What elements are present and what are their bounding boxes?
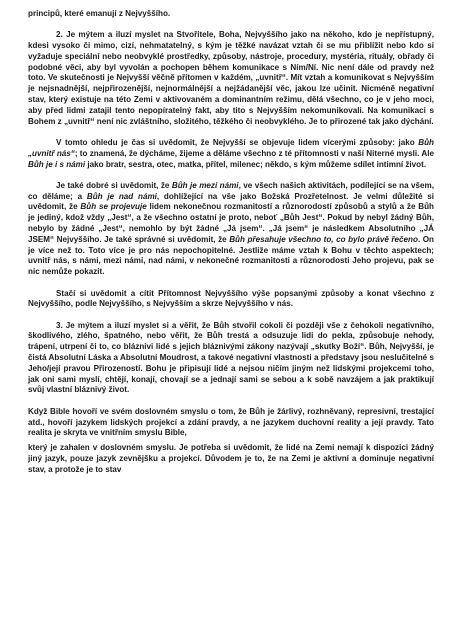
paragraph-3 [28,181,434,278]
paragraph-2 [28,138,434,170]
emphasis-text: Bůh se projevuje [80,202,147,212]
text-run: který je zahalen v doslovném smyslu. Je potřeba si uvědomit, že lidé na Zemi nemají k dispozici žádný jiný jazyk, pouze jazyk zevnějšku a projekcí. Důvodem je to, že na Zemi je aktivní a dominuje negativní stav, a protože je to stav [28,443,434,474]
emphasis-text: Bůh je nad námi [86,191,157,201]
emphasis-text: Bůh „uvnitř nás“ [28,137,434,158]
text-run: . On je více než to. Toto více je pro nás nepochopitelné. Jestliže máme vztah k Bohu v těchto aspektech; uvnitř nás, s námi, mezi námi, nad námi, v nekonečné rozmanitosti a různorodosti Jeho projevu, pak se nic nemůže pokazit. [28,234,434,277]
paragraph-5 [28,321,434,397]
paragraph-0 [28,9,434,20]
text-run: jako bratr, sestra, otec, matka, přítel, milenec; někdo, s kým můžeme sdílet intimní život. [85,159,427,169]
text-run: principů, které emanují z Nejvyššího. [28,9,171,18]
paragraph-4 [28,289,434,311]
emphasis-text: Bůh je i s námi [28,159,86,169]
emphasis-text: Bůh přesahuje všechno to, co bylo právě řečeno [229,234,418,244]
text-run: lidem nekonečnou rozmanitostí a různorodostí způsobů a stylů a že Bůh je jediný, kdož vždy „Jest“, a že všechno ostatní je proto, neboť „Bůh Jest“. Pokud by nebyl žádný Bůh, nebylo by žádné „Jest“, nemohlo by být žádné „Já jsem“. „Já jsem“ je následkem Absolutního „JÁ JSEM“ Nejvyššího. Je také správné si uvědomit, že [28,202,434,244]
paragraph-6 [28,407,434,439]
text-run: 2. Je mýtem a iluzí myslet na Stvořitele, Boha, Nejvyššího jako na někoho, kdo je nepřístupný, kdesi vysoko či mimo, cizí, nehmatatelný, s kým je těžké navázat vztah či se mu přiblížit nebo kdo si vyžaduje speciální nebo neobvyklé prostředky, způsoby, nástroje, procedury, mystéria, rituály, obřady či podobné věci, aby byl vyvolán a pochopen během komunikace s Ním/Ní. Nic není dále od pravdy než toto. Ve skutečnosti je Nejvyšší věčně přítomen v každém, „uvnitř“. Mít vztah a komunikovat s Nejvyšším je nejsnadnější, nejpřirozenější, nejnormálnější a nejžádanější věc, jakou lze učinit. Nicméně negativní stav, který existuje na této Zemi v aktivovaném a dominantním režimu, dělá všechno, co je v jeho moci, aby před lidmi zatajil tento nepopíratelný fakt, aby tito s Nejvyšším nekomunikovali. Na komunikaci s Bohem z „uvnitř“ není nic zvláštního, složitého, těžkého či neobvyklého. Je to přirozené tak jako dýchání. [28,30,434,126]
emphasis-text: Bůh je mezi námi [171,180,239,190]
paragraph-7 [28,443,434,475]
text-run: Když Bible hovoří ve svém doslovném smyslu o tom, že Bůh je žárlivý, rozhněvaný, represivní, trestající atd., hovoří jazykem lidských projekcí a zdání pravdy, a ne jazykem duchovní reality a její pravdy. Tato realita je skryta ve vnitřním smyslu Bible, [28,406,434,438]
text-run: Stačí si uvědomit a cítit Přítomnost Nejvyššího výše popsanými způsoby a konat všechno z Nejvyššího, podle Nejvyššího, s Nejvyšším a skrze Nejvyššího v nás. [28,288,434,309]
text-run: , ve všech našich aktivitách, podílející se na všem, co děláme; a [28,180,434,201]
text-run: , dohlížející na vše jako Božská Prozřetelnost. Je velmi důležité si uvědomit, že [28,191,434,212]
text-run: ; to znamená, že dýcháme, žijeme a děláme všechno z té přítomnosti v naší Niterné mysli. Ale [74,148,434,158]
text-run: Je také dobré si uvědomit, že [56,180,172,190]
paragraph-1 [28,30,434,127]
text-run: 3. Je mýtem a iluzí myslet si a věřit, že Bůh stvořil cokoli či později vše z čehokoli negativního, škodlivého, zlého, špatného, nebo věřit, že Bůh trestá a odsuzuje lidi do pekla, způsobuje nehody, trápení, utrpení či to, co bláznivi lidé s jejich bláznivými zákony nazývají „skutky Boží“. Bůh, Nejvyšší, je čistá Absolutní Láska a Absolutní Moudrost, a takové negativní vlastnosti a představy jsou neslučitelné s Jeho/její pravou Přirozeností. Bohu je připisují lidé a nejsou ničím jiným než lidskými projekcemi toho, jak oni sami myslí, chtějí, konají, chovají se a jednají sami se sebou a k sobě navzájem a jak praktikují svůj vlastní bláznivý život. [28,320,434,395]
text-run: V tomto ohledu je čas si uvědomit, že Nejvyšší se objevuje lidem vícerými způsoby: jako [56,137,419,147]
